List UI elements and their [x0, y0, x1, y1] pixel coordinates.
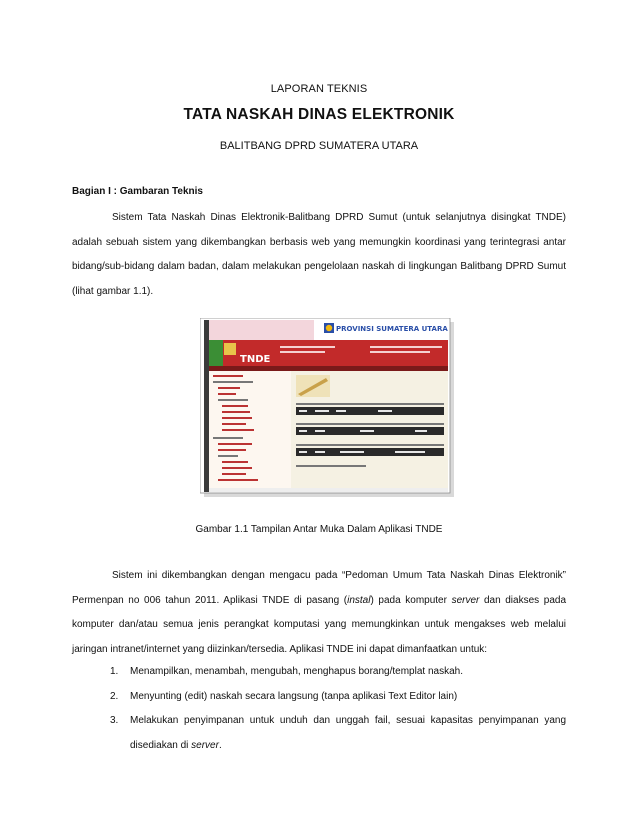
paragraph-intro	[72, 206, 566, 304]
list-item-text: Menampilkan, menambah, mengubah, menghapus borang/templat naskah.	[130, 666, 463, 677]
paragraph-intro-text: Sistem Tata Naskah Dinas Elektronik-Balitbang DPRD Sumut (untuk selanjutnya disingkat TNDE) adalah sebuah sistem yang dikembangkan berbasis web yang memungkin koordinasi yang terintegrasi antar bidang/sub-bidang dalam badan, dalam melakukan pengelolaan naskah di lingkungan Balitbang DPRD Sumut (lihat gambar 1.1).	[72, 212, 566, 297]
list-item-emphasis: server	[191, 739, 219, 751]
paragraph-development	[72, 564, 566, 662]
report-label: LAPORAN TEKNIS	[270, 83, 368, 95]
list-item	[110, 685, 566, 710]
paragraph-development-part1: Sistem ini dikembangkan dengan mengacu pada “Pedoman Umum Tata Naskah Dinas Elektronik” Permenpan no 006 tahun 2011. Aplikasi TNDE di pasang (	[72, 570, 566, 606]
tnde-screenshot-figure	[200, 318, 454, 497]
brand-text: PROVINSI SUMATERA UTARA	[336, 325, 448, 333]
list-item-number: 3.	[110, 715, 119, 726]
list-item-tail: .	[218, 739, 222, 751]
figure-logo-text: TNDE	[240, 354, 271, 365]
server-emphasis: server	[451, 594, 480, 606]
section-heading: Bagian I : Gambaran Teknis	[72, 186, 203, 197]
paragraph-development-part3: dan diakses pada komputer dan/atau semua jenis perangkat komputasi yang memungkinkan untuk mengakses web melalui jaringan intranet/internet yang diizinkan/tersedia. Aplikasi TNDE ini dapat dimanfaatkan untuk:	[72, 594, 567, 655]
paragraph-development-part2: ) pada komputer	[370, 594, 452, 606]
list-item	[110, 660, 566, 685]
organization-name: BALITBANG DPRD SUMATERA UTARA	[219, 140, 419, 152]
list-item-text: Melakukan penyimpanan untuk unduh dan unggah fail, sesuai kapasitas penyimpanan yang disediakan di	[130, 715, 566, 751]
list-item-text: Menyunting (edit) naskah secara langsung (tanpa aplikasi Text Editor lain)	[130, 690, 458, 702]
figure-caption: Gambar 1.1 Tampilan Antar Muka Dalam Aplikasi TNDE	[195, 524, 443, 535]
list-item	[110, 709, 566, 758]
list-item-number: 1.	[110, 666, 119, 677]
instal-emphasis: instal	[347, 594, 371, 606]
feature-list	[110, 660, 566, 758]
document-title: TATA NASKAH DINAS ELEKTRONIK	[183, 106, 455, 123]
tnde-brand-logo	[324, 323, 448, 333]
list-item-number: 2.	[110, 690, 119, 702]
